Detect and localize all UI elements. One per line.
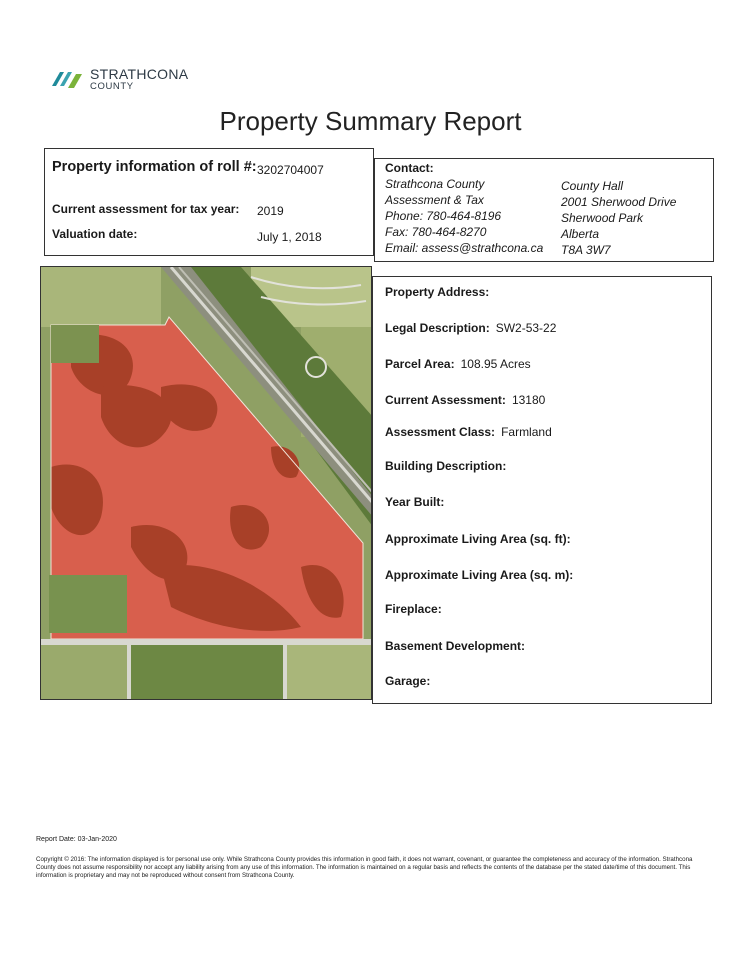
parcel-area-label: Parcel Area: [385, 357, 455, 371]
report-date: Report Date: 03-Jan-2020 [36, 836, 117, 843]
contact-left-line: Strathcona County [385, 177, 485, 191]
copyright-notice: Copyright © 2016: The information displayed is for personal use only. While Strathcona County provides this information in good faith, it does not warrant, covenant, or guarantee the completeness and accuracy of the information. Strathcona County does not assume responsibility nor accept any liability arising from any use of this information. The information is maintained on a regular basis and reflects the contents of the database per the stated date/time of this document. This information is proprietary and may not be reproduced without consent from Strathcona County. [36, 856, 693, 879]
contact-heading: Contact: [385, 161, 434, 175]
contact-right-line: Sherwood Park [561, 211, 644, 225]
garage-row [385, 674, 436, 688]
living-area-sqm-row [385, 568, 579, 582]
year-built-row [385, 495, 450, 509]
contact-box [374, 158, 714, 262]
tax-year-value: 2019 [257, 204, 284, 218]
property-address-label: Property Address: [385, 285, 490, 299]
valuation-value: July 1, 2018 [257, 230, 322, 244]
fireplace-row [385, 602, 448, 616]
assessment-class-value: Farmland [501, 425, 552, 439]
basement-row [385, 639, 531, 653]
roll-value: 3202704007 [257, 163, 324, 177]
assessment-class-row [385, 425, 552, 439]
property-details-box [372, 276, 712, 704]
basement-label: Basement Development: [385, 639, 526, 653]
county-logo [50, 66, 188, 92]
year-built-label: Year Built: [385, 495, 445, 509]
building-description-label: Building Description: [385, 459, 507, 473]
legal-description-row [385, 321, 556, 335]
contact-email: Email: assess@strathcona.ca [385, 241, 544, 255]
current-assessment-label: Current Assessment: [385, 393, 506, 407]
fireplace-label: Fireplace: [385, 602, 442, 616]
page-title: Property Summary Report [219, 106, 522, 136]
tax-year-label: Current assessment for tax year: [52, 202, 240, 216]
strathcona-logo-icon [50, 66, 84, 92]
contact-right-line: Alberta [561, 227, 600, 241]
building-description-row [385, 459, 512, 473]
current-assessment-row [385, 393, 545, 407]
assessment-class-label: Assessment Class: [385, 425, 496, 439]
contact-fax: Fax: 780-464-8270 [385, 225, 487, 239]
living-area-sqft-row [385, 532, 577, 546]
living-area-sqft-label: Approximate Living Area (sq. ft): [385, 532, 571, 546]
valuation-label: Valuation date: [52, 227, 138, 241]
contact-right-line: T8A 3W7 [561, 243, 611, 257]
property-info-box [44, 148, 374, 256]
garage-label: Garage: [385, 674, 431, 688]
logo-line2: COUNTY [90, 80, 134, 92]
roll-label: Property information of roll #: [52, 159, 257, 175]
legal-description-label: Legal Description: [385, 321, 490, 335]
living-area-sqm-label: Approximate Living Area (sq. m): [385, 568, 574, 582]
parcel-area-row [385, 357, 531, 371]
contact-left-line: Assessment & Tax [385, 193, 484, 207]
property-address-row [385, 285, 495, 299]
parcel-aerial-map [40, 266, 372, 700]
logo-line1: STRATHCONA [90, 65, 189, 82]
legal-description-value: SW2-53-22 [495, 321, 557, 335]
aerial-map-image [41, 267, 372, 700]
contact-right-line: 2001 Sherwood Drive [561, 195, 677, 209]
parcel-area-value: 108.95 Acres [460, 357, 531, 371]
current-assessment-value: 13180 [511, 393, 546, 407]
contact-phone: Phone: 780-464-8196 [385, 209, 502, 223]
contact-right-line: County Hall [561, 179, 624, 193]
